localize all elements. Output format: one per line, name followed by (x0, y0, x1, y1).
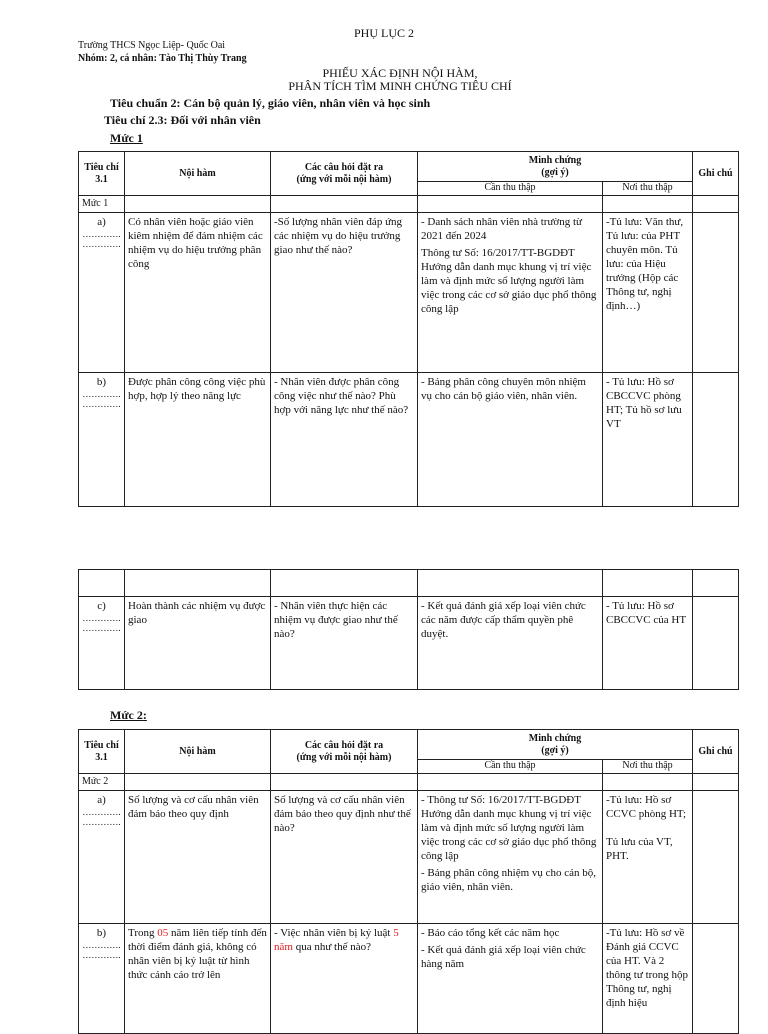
row-note (693, 373, 739, 507)
level2-heading: Mức 2: (110, 708, 147, 722)
row-evidence: - Kết quả đánh giá xếp loại viên chức các năm được cấp thẩm quyền phê duyệt. (418, 597, 603, 690)
row-note (693, 791, 739, 924)
col-content-header: Nội hàm (125, 152, 271, 196)
row-evidence: - Thông tư Số: 16/2017/TT-BGDĐT Hướng dẫn danh mục khung vị trí việc làm và định mức số lượng người làm việc trong các cơ sở giáo dục phổ thông công lập - Bảng phân công nhiệm vụ cho cán bộ, giáo viên, nhân viên. (418, 791, 603, 924)
col-source-header: Nơi thu thập (603, 182, 693, 196)
row-question: - Nhân viên thực hiện các nhiệm vụ được giao như thế nào? (271, 597, 418, 690)
row-source: - Tủ lưu: Hồ sơ CBCCVC phòng HT; Tủ hồ sơ lưu VT (603, 373, 693, 507)
row-content: Được phân công công việc phù hợp, hợp lý theo năng lực (125, 373, 271, 507)
row-letter: a) …………. …………. (79, 791, 125, 924)
table-row (79, 791, 739, 924)
table-row (79, 373, 739, 507)
row-source: -Tủ lưu: Hồ sơ về Đánh giá CCVC của HT. Và 2 thông tư trong hộp Thông tư, nghị định hiệu (603, 924, 693, 1034)
level1-table (78, 151, 739, 507)
row-question: - Nhân viên được phân công công việc như thế nào? Phù hợp với năng lực như thế nào? (271, 373, 418, 507)
row-question: - Việc nhân viên bị kỷ luật 5 năm qua như thế nào? (271, 924, 418, 1034)
col-evidence-header: Minh chứng (gợi ý) (418, 730, 693, 760)
level1-heading: Mức 1 (110, 131, 143, 145)
col-criterion-header: Tiêu chí 3.1 (79, 730, 125, 774)
col-to-collect-header: Cần thu thập (418, 760, 603, 774)
row-evidence: - Báo cáo tổng kết các năm học - Kết quả đánh giá xếp loại viên chức hàng năm (418, 924, 603, 1034)
row-note (693, 213, 739, 373)
row-content: Trong 05 năm liên tiếp tính đến thời điểm đánh giá, không có nhân viên bị kỷ luật từ hình thức cảnh cáo trở lên (125, 924, 271, 1034)
level-label: Mức 1 (79, 196, 125, 213)
row-question: Số lượng và cơ cấu nhân viên đảm bảo theo quy định như thế nào? (271, 791, 418, 924)
row-evidence: - Bảng phân công chuyên môn nhiệm vụ cho cán bộ giáo viên, nhân viên. (418, 373, 603, 507)
col-content-header: Nội hàm (125, 730, 271, 774)
row-note (693, 924, 739, 1034)
row-content: Số lượng và cơ cấu nhân viên đảm bảo theo quy định (125, 791, 271, 924)
level1-continued-table (78, 569, 739, 690)
table-row (79, 597, 739, 690)
row-source: -Tủ lưu: Hồ sơ CCVC phòng HT; Tủ lưu của VT, PHT. (603, 791, 693, 924)
form-title-line1: PHIẾU XÁC ĐỊNH NỘI HÀM, (322, 66, 478, 80)
row-source: - Tủ lưu: Hồ sơ CBCCVC của HT (603, 597, 693, 690)
row-note (693, 597, 739, 690)
row-letter: b) …………. …………. (79, 373, 125, 507)
group-info: Nhóm: 2, cá nhân: Tào Thị Thùy Trang (78, 53, 247, 64)
school-name: Trường THCS Ngọc Liệp- Quốc Oai (78, 40, 226, 51)
col-note-header: Ghi chú (693, 730, 739, 774)
level2-table (78, 729, 739, 1034)
row-content: Hoàn thành các nhiệm vụ được giao (125, 597, 271, 690)
col-questions-header: Các câu hỏi đặt ra (ứng với mỗi nội hàm) (271, 152, 418, 196)
row-source: -Tủ lưu: Văn thư, Tủ lưu: của PHT chuyên môn. Tủ lưu: của Hiệu trưởng (Hộp các Thông tư, nghị định…) (603, 213, 693, 373)
standard-heading: Tiêu chuẩn 2: Cán bộ quản lý, giáo viên, nhân viên và học sinh (110, 96, 431, 110)
table-row (79, 213, 739, 373)
col-criterion-header: Tiêu chí 3.1 (79, 152, 125, 196)
row-letter: b) …………. …………. (79, 924, 125, 1034)
row-question: -Số lượng nhân viên đáp ứng các nhiệm vụ do hiệu trưởng giao như thế nào? (271, 213, 418, 373)
col-to-collect-header: Cần thu thập (418, 182, 603, 196)
criterion-heading: Tiêu chí 2.3: Đối với nhân viên (104, 113, 261, 127)
table-row (79, 924, 739, 1034)
row-letter: a) …………. …………. (79, 213, 125, 373)
level-label: Mức 2 (79, 774, 125, 791)
col-source-header: Nơi thu thập (603, 760, 693, 774)
row-content: Có nhân viên hoặc giáo viên kiêm nhiệm để đảm nhiệm các nhiệm vụ do hiệu trưởng phân công (125, 213, 271, 373)
row-letter: c) …………. …………. (79, 597, 125, 690)
col-note-header: Ghi chú (693, 152, 739, 196)
col-questions-header: Các câu hỏi đặt ra (ứng với mỗi nội hàm) (271, 730, 418, 774)
col-evidence-header: Minh chứng (gợi ý) (418, 152, 693, 182)
appendix-label: PHỤ LỤC 2 (353, 26, 414, 40)
form-title-line2: PHÂN TÍCH TÌM MINH CHỨNG TIÊU CHÍ (288, 79, 512, 93)
row-evidence: - Danh sách nhân viên nhà trường từ 2021 đến 2024 Thông tư Số: 16/2017/TT-BGDĐT Hướng dẫn danh mục khung vị trí việc làm và định mức số lượng người làm việc trong các cơ sở giáo dục phổ thông công lập (418, 213, 603, 373)
